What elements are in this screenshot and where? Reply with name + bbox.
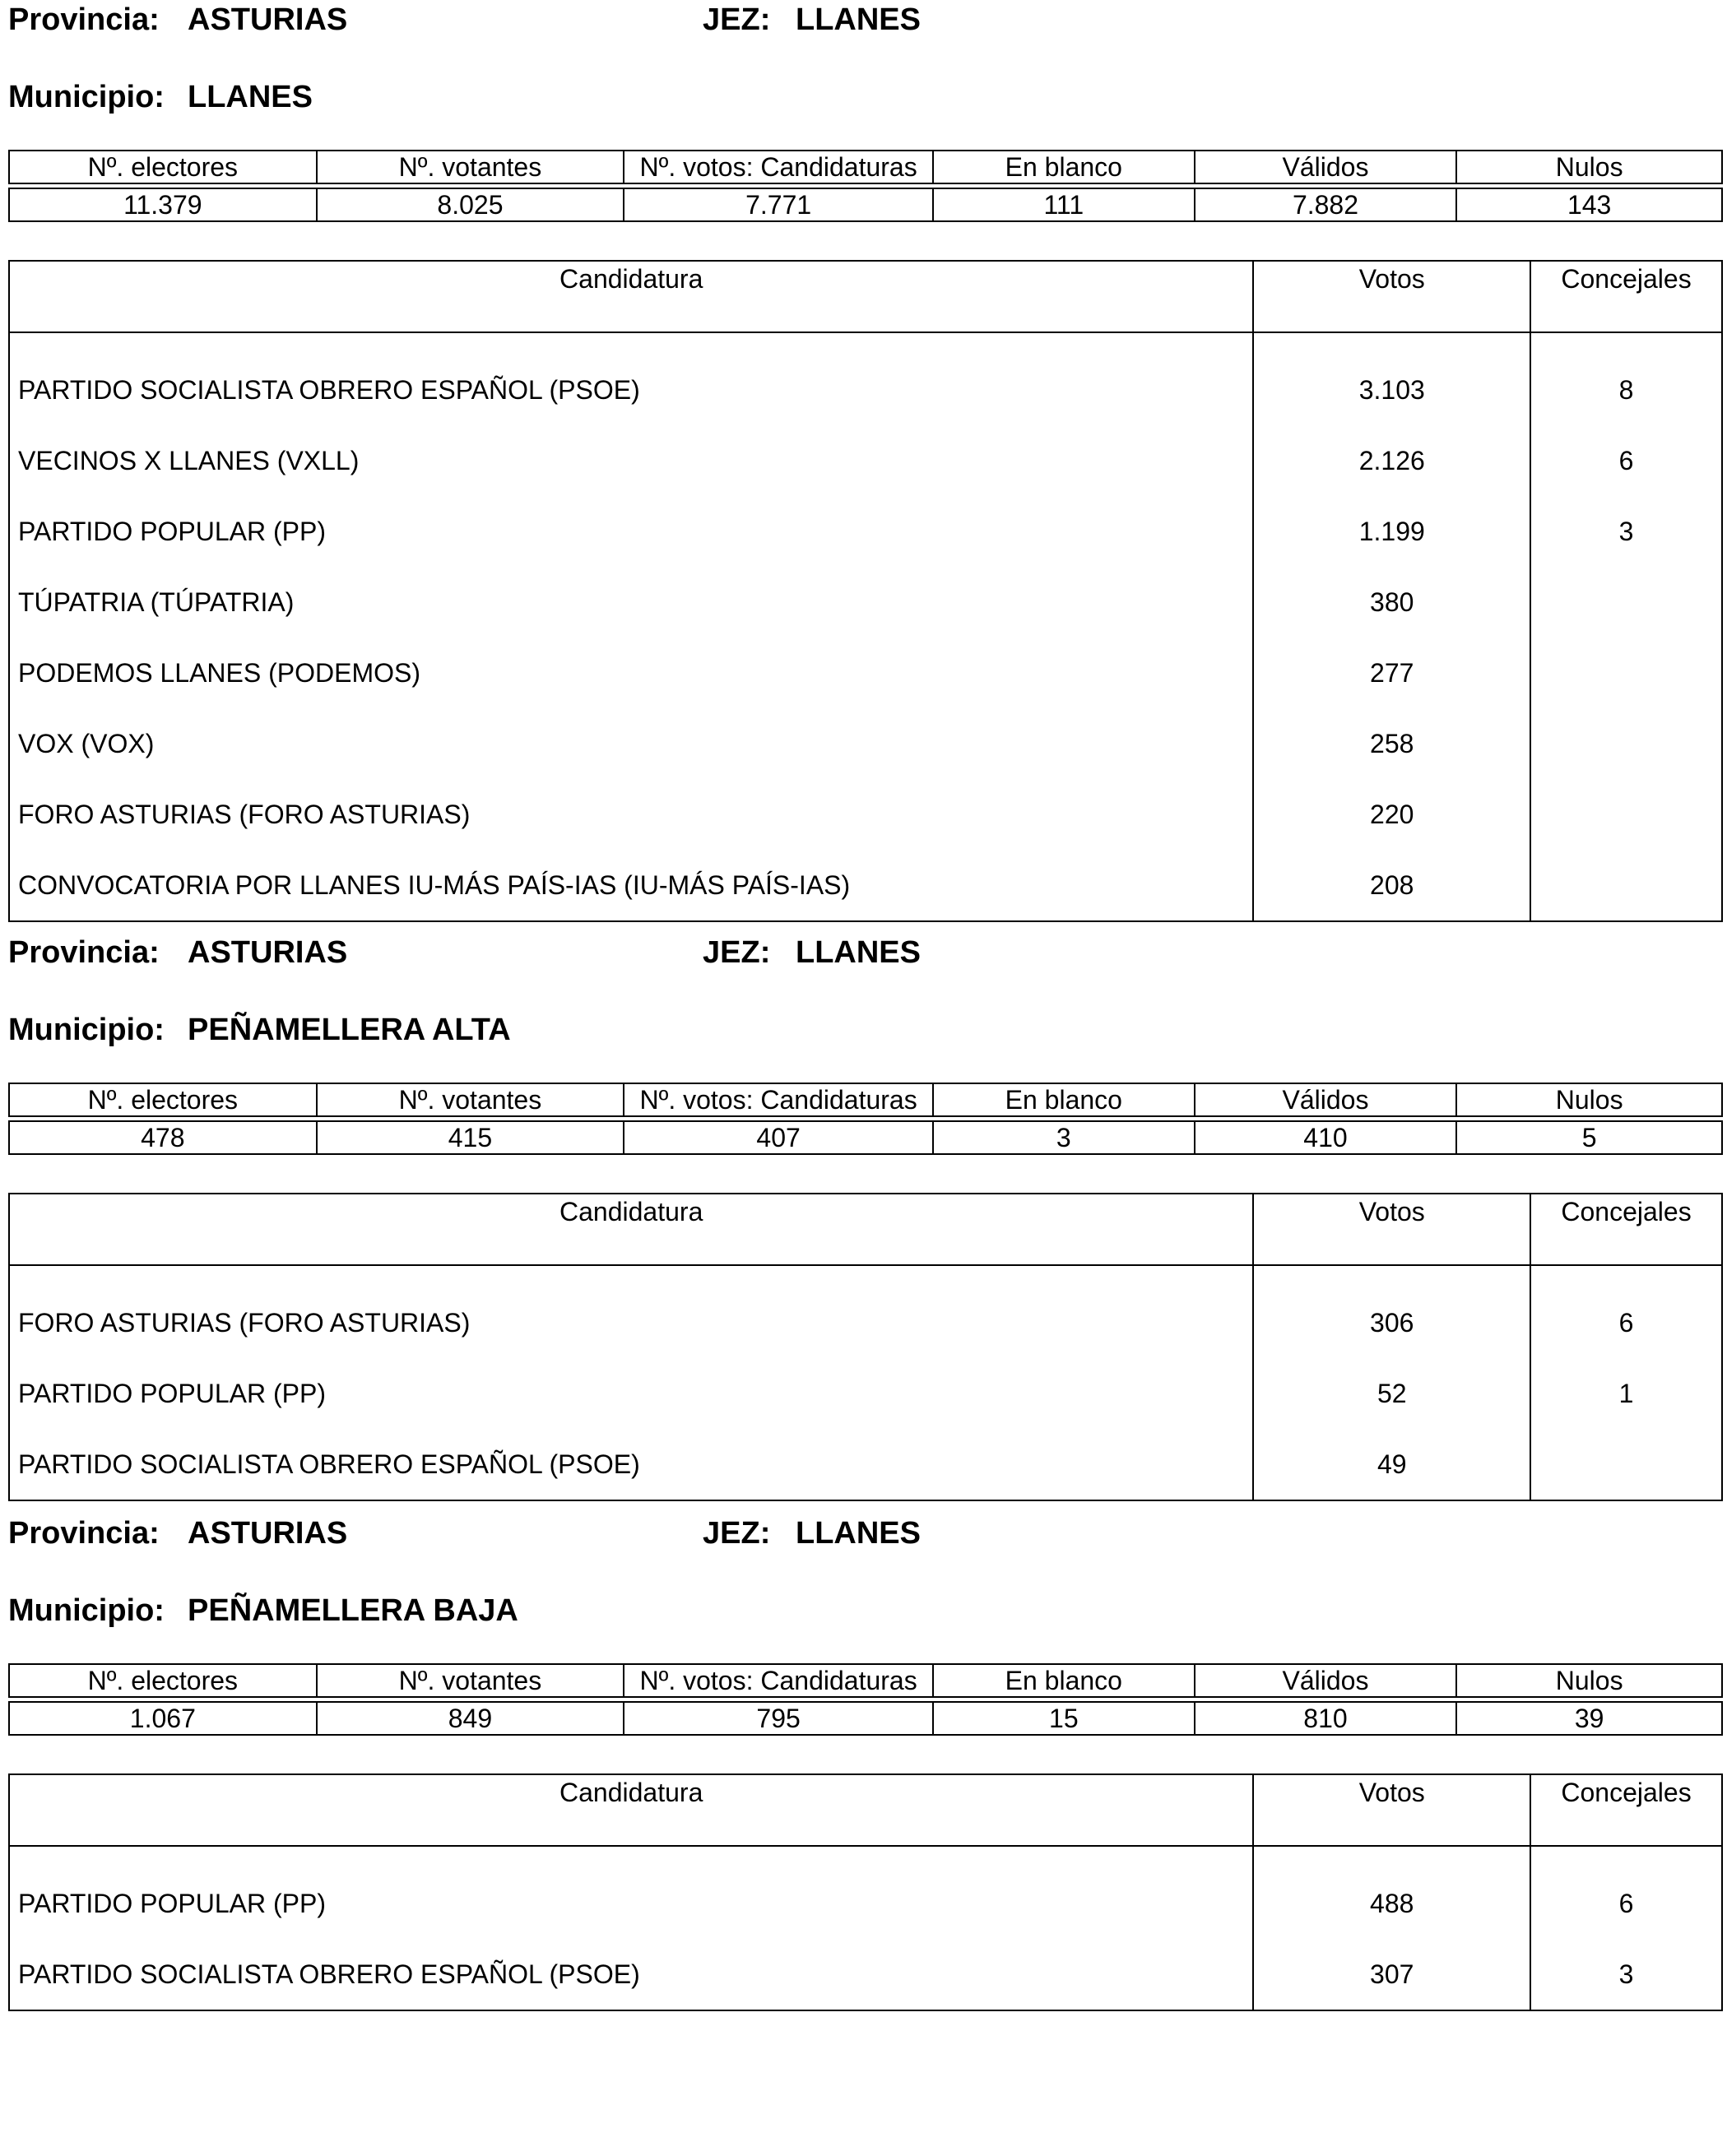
candidatura-header: Candidatura (9, 261, 1253, 332)
summary-table (8, 1663, 1723, 1736)
municipio-label: Municipio: (8, 1593, 165, 1628)
candidatura-name: VOX (VOX) (18, 729, 155, 758)
concejales-value: 6 (1530, 1846, 1722, 1939)
candidatura-name: PARTIDO POPULAR (PP) (18, 517, 326, 546)
jez-label: JEZ: (703, 1516, 771, 1551)
votos-value: 2.126 (1253, 425, 1530, 496)
candidaturas-header-row (9, 261, 1722, 332)
concejales-value (1530, 1429, 1722, 1500)
votos-header: Votos (1253, 1774, 1530, 1846)
summary-values-row (9, 1702, 1722, 1735)
en-blanco-header: En blanco (933, 151, 1195, 183)
en-blanco-value: 15 (933, 1702, 1195, 1735)
jez-value: LLANES (796, 935, 921, 970)
summary-table (8, 1083, 1723, 1155)
jez-label: JEZ: (703, 935, 771, 970)
concejales-header: Concejales (1530, 1194, 1722, 1265)
electores-header: Nº. electores (9, 1664, 317, 1697)
municipio-header (8, 1010, 1723, 1050)
candidatura-name: FORO ASTURIAS (FORO ASTURIAS) (18, 1308, 471, 1338)
candidatura-header: Candidatura (9, 1194, 1253, 1265)
table-row (9, 1429, 1722, 1500)
votantes-header: Nº. votantes (317, 1083, 624, 1116)
candidatura-name: FORO ASTURIAS (FORO ASTURIAS) (18, 800, 471, 829)
candidatura-name: PARTIDO SOCIALISTA OBRERO ESPAÑOL (PSOE) (18, 375, 640, 405)
table-row (9, 496, 1722, 567)
votos-value: 1.199 (1253, 496, 1530, 567)
candidaturas-table (8, 1193, 1723, 1501)
candidatura-name: TÚPATRIA (TÚPATRIA) (18, 587, 295, 617)
votantes-header: Nº. votantes (317, 1664, 624, 1697)
votos-value: 220 (1253, 779, 1530, 850)
en-blanco-value: 111 (933, 188, 1195, 221)
votos-value: 307 (1253, 1939, 1530, 2010)
provincia-value: ASTURIAS (188, 1516, 348, 1551)
candidaturas-header-row (9, 1774, 1722, 1846)
concejales-value (1530, 708, 1722, 779)
table-row (9, 1939, 1722, 2010)
votos-value: 3.103 (1253, 332, 1530, 425)
nulos-value: 39 (1456, 1702, 1722, 1735)
votos-value: 306 (1253, 1265, 1530, 1358)
votantes-header: Nº. votantes (317, 151, 624, 183)
table-row (9, 332, 1722, 425)
votos-candidaturas-value: 795 (624, 1702, 933, 1735)
summary-header-row (9, 151, 1722, 183)
summary-header-row (9, 1664, 1722, 1697)
candidatura-name: CONVOCATORIA POR LLANES IU-MÁS PAÍS-IAS (IU-MÁS PAÍS-IAS) (18, 870, 851, 900)
jez-label: JEZ: (703, 2, 771, 37)
validos-value: 410 (1195, 1121, 1457, 1154)
municipio-label: Municipio: (8, 80, 165, 114)
votos-header: Votos (1253, 1194, 1530, 1265)
votantes-value: 849 (317, 1702, 624, 1735)
en-blanco-header: En blanco (933, 1083, 1195, 1116)
provincia-label: Provincia: (8, 1516, 160, 1551)
votos-value: 208 (1253, 850, 1530, 921)
table-row (9, 567, 1722, 638)
validos-value: 810 (1195, 1702, 1457, 1735)
table-row (9, 1358, 1722, 1429)
table-row (9, 850, 1722, 921)
provincia-header (8, 1514, 1723, 1553)
candidatura-name: PODEMOS LLANES (PODEMOS) (18, 658, 420, 688)
provincia-header (8, 0, 1723, 39)
provincia-header (8, 933, 1723, 972)
concejales-header: Concejales (1530, 261, 1722, 332)
en-blanco-value: 3 (933, 1121, 1195, 1154)
table-row (9, 708, 1722, 779)
validos-header: Válidos (1195, 1664, 1457, 1697)
votos-value: 52 (1253, 1358, 1530, 1429)
nulos-header: Nulos (1456, 1083, 1722, 1116)
municipio-value: LLANES (188, 80, 313, 114)
municipio-section (8, 0, 1723, 922)
votos-value: 488 (1253, 1846, 1530, 1939)
votos-value: 49 (1253, 1429, 1530, 1500)
concejales-value: 8 (1530, 332, 1722, 425)
votos-candidaturas-value: 7.771 (624, 188, 933, 221)
electores-value: 478 (9, 1121, 317, 1154)
nulos-value: 5 (1456, 1121, 1722, 1154)
nulos-value: 143 (1456, 188, 1722, 221)
concejales-value (1530, 850, 1722, 921)
nulos-header: Nulos (1456, 151, 1722, 183)
table-row (9, 1846, 1722, 1939)
votos-candidaturas-header: Nº. votos: Candidaturas (624, 151, 933, 183)
candidatura-name: PARTIDO POPULAR (PP) (18, 1889, 326, 1918)
votantes-value: 8.025 (317, 188, 624, 221)
jez-value: LLANES (796, 2, 921, 37)
provincia-label: Provincia: (8, 2, 160, 37)
table-row (9, 638, 1722, 708)
concejales-value (1530, 779, 1722, 850)
votos-candidaturas-header: Nº. votos: Candidaturas (624, 1664, 933, 1697)
votos-candidaturas-header: Nº. votos: Candidaturas (624, 1083, 933, 1116)
candidatura-name: VECINOS X LLANES (VXLL) (18, 446, 360, 475)
municipio-header (8, 77, 1723, 117)
concejales-value (1530, 638, 1722, 708)
concejales-value (1530, 567, 1722, 638)
jez-value: LLANES (796, 1516, 921, 1551)
candidatura-header: Candidatura (9, 1774, 1253, 1846)
en-blanco-header: En blanco (933, 1664, 1195, 1697)
municipio-section (8, 933, 1723, 1501)
table-row (9, 779, 1722, 850)
provincia-value: ASTURIAS (188, 2, 348, 37)
municipio-value: PEÑAMELLERA BAJA (188, 1593, 518, 1628)
electores-header: Nº. electores (9, 1083, 317, 1116)
electores-value: 11.379 (9, 188, 317, 221)
municipio-section (8, 1514, 1723, 2011)
electores-value: 1.067 (9, 1702, 317, 1735)
votos-candidaturas-value: 407 (624, 1121, 933, 1154)
candidatura-name: PARTIDO SOCIALISTA OBRERO ESPAÑOL (PSOE) (18, 1959, 640, 1989)
candidaturas-header-row (9, 1194, 1722, 1265)
provincia-label: Provincia: (8, 935, 160, 970)
concejales-value: 6 (1530, 1265, 1722, 1358)
concejales-header: Concejales (1530, 1774, 1722, 1846)
summary-header-row (9, 1083, 1722, 1116)
validos-value: 7.882 (1195, 188, 1457, 221)
votos-value: 277 (1253, 638, 1530, 708)
summary-table (8, 150, 1723, 222)
concejales-value: 3 (1530, 496, 1722, 567)
validos-header: Válidos (1195, 151, 1457, 183)
votantes-value: 415 (317, 1121, 624, 1154)
electores-header: Nº. electores (9, 151, 317, 183)
votos-header: Votos (1253, 261, 1530, 332)
table-row (9, 425, 1722, 496)
table-row (9, 1265, 1722, 1358)
concejales-value: 1 (1530, 1358, 1722, 1429)
nulos-header: Nulos (1456, 1664, 1722, 1697)
summary-values-row (9, 188, 1722, 221)
validos-header: Válidos (1195, 1083, 1457, 1116)
candidaturas-table (8, 1773, 1723, 2011)
provincia-value: ASTURIAS (188, 935, 348, 970)
votos-value: 258 (1253, 708, 1530, 779)
municipio-value: PEÑAMELLERA ALTA (188, 1013, 511, 1047)
candidaturas-table (8, 260, 1723, 922)
candidatura-name: PARTIDO POPULAR (PP) (18, 1379, 326, 1408)
municipio-label: Municipio: (8, 1013, 165, 1047)
municipio-header (8, 1591, 1723, 1630)
concejales-value: 6 (1530, 425, 1722, 496)
concejales-value: 3 (1530, 1939, 1722, 2010)
summary-values-row (9, 1121, 1722, 1154)
votos-value: 380 (1253, 567, 1530, 638)
candidatura-name: PARTIDO SOCIALISTA OBRERO ESPAÑOL (PSOE) (18, 1449, 640, 1479)
